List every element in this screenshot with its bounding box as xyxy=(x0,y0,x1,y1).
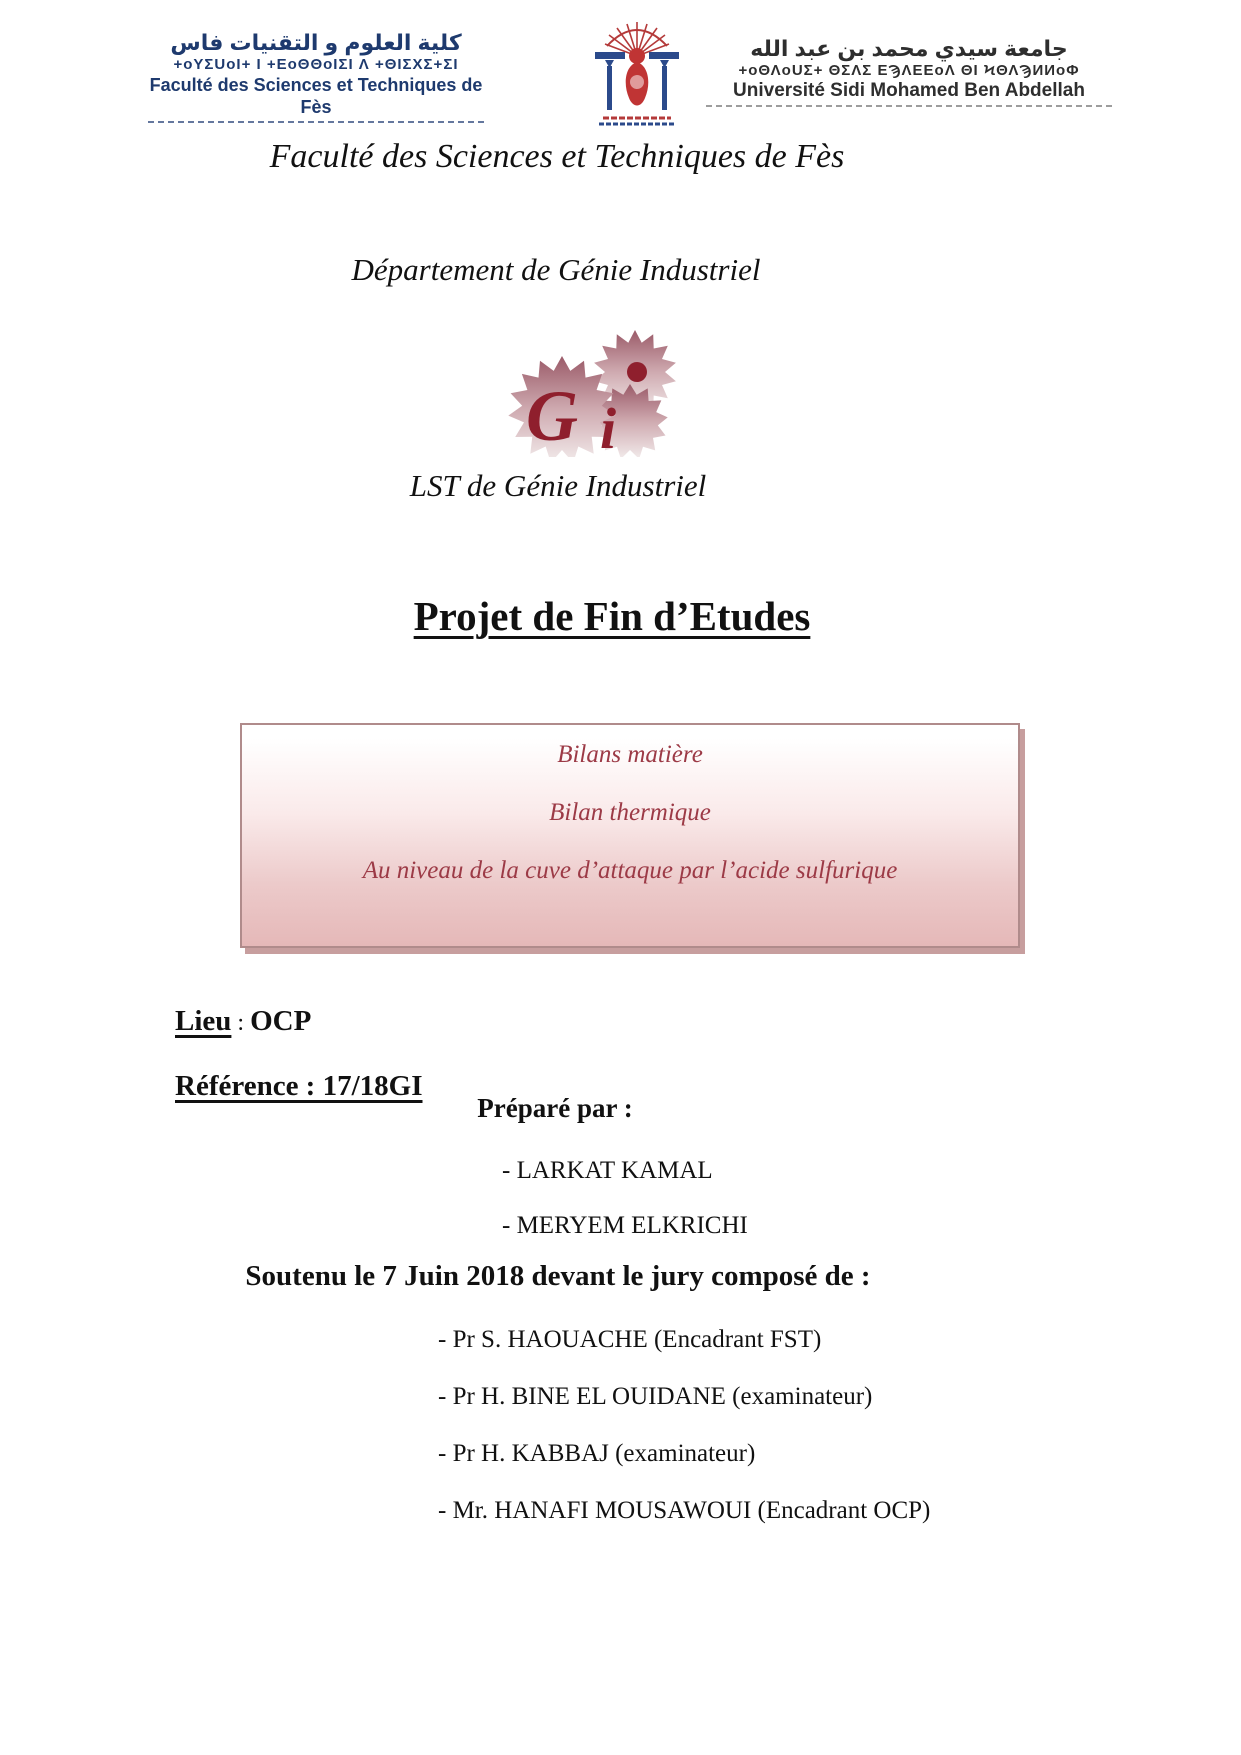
prepared-by-heading: Préparé par : xyxy=(477,1093,633,1123)
jury-item: - Mr. HANAFI MOUSAWOUI (Encadrant OCP) xyxy=(438,1497,931,1524)
department-title: Département de Génie Industriel xyxy=(351,252,761,287)
lieu-colon: : xyxy=(231,1010,251,1036)
fst-arabic-name: كلية العلوم و التقنيات فاس xyxy=(170,30,462,55)
gi-letter-i: i xyxy=(600,396,617,457)
defense-heading: Soutenu le 7 Juin 2018 devant le jury composé de : xyxy=(245,1260,871,1292)
main-title: Projet de Fin d’Etudes xyxy=(413,593,811,639)
lieu-label: Lieu xyxy=(175,1005,232,1037)
fst-logo-block xyxy=(148,30,484,123)
gi-department-logo xyxy=(500,312,685,462)
jury-item: - Pr H. KABBAJ (examinateur) xyxy=(438,1440,756,1467)
fst-latin-name: Faculté des Sciences et Techniques de Fès xyxy=(149,75,483,117)
subject-line-2: Bilan thermique xyxy=(549,799,711,826)
usmba-logo-block xyxy=(706,36,1112,107)
lieu-value: OCP xyxy=(250,1005,312,1037)
author-item: - MERYEM ELKRICHI xyxy=(502,1212,748,1239)
usmba-dashed-rule xyxy=(706,105,1112,107)
jury-item: - Pr S. HAOUACHE (Encadrant FST) xyxy=(438,1326,822,1353)
university-emblem-icon xyxy=(593,22,681,135)
usmba-tifinagh-name: +oΘΛoUΣ+ ΘΣΛΣ ΕϠΛΕΕoΛ ΘI ϞΘΛϠИИoΦ xyxy=(738,62,1080,79)
program-title: LST de Génie Industriel xyxy=(409,468,707,503)
author-item: - LARKAT KAMAL xyxy=(502,1157,713,1184)
fst-dashed-rule xyxy=(148,121,484,123)
fst-tifinagh-name: +oYΣUoI+ I +ΕoΘΘoIΣI Λ +ΘIΣXΣ+ΣI xyxy=(173,56,459,73)
jury-item: - Pr H. BINE EL OUIDANE (examinateur) xyxy=(438,1383,873,1410)
gear-dot xyxy=(627,362,647,382)
subject-box xyxy=(240,723,1020,948)
faculty-title: Faculté des Sciences et Techniques de Fès xyxy=(269,138,845,175)
subject-line-1: Bilans matière xyxy=(557,741,703,768)
reference-line xyxy=(146,1037,423,1136)
usmba-arabic-name: جامعة سيدي محمد بن عبد الله xyxy=(750,36,1068,61)
jury-list xyxy=(438,1327,930,1555)
usmba-latin-name: Université Sidi Mohamed Ben Abdellah xyxy=(733,80,1085,101)
authors-list xyxy=(502,1158,748,1268)
gi-letter-g: G xyxy=(526,376,578,456)
reference-text: Référence : 17/18GI xyxy=(175,1070,423,1102)
subject-line-3: Au niveau de la cuve d’attaque par l’acide sulfurique xyxy=(362,857,898,884)
